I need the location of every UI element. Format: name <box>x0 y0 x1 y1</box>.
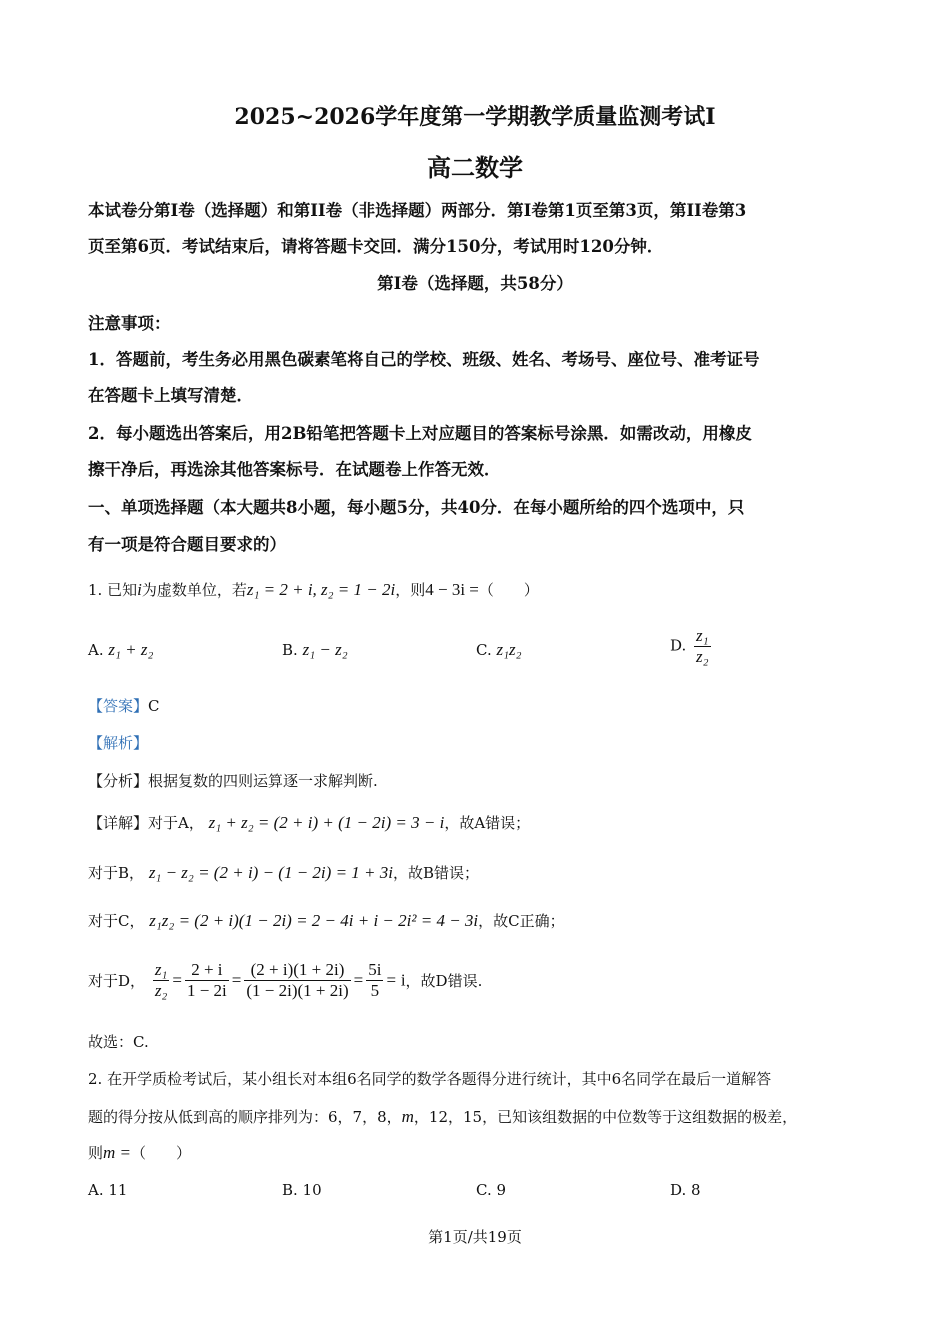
q1-blank: （ ） <box>478 581 539 599</box>
q1-option-d-label: D. <box>670 636 687 655</box>
detail-d-result: i <box>400 970 406 990</box>
q1-option-a <box>88 640 153 660</box>
intro-line-1: 本试卷分第I卷（选择题）和第II卷（非选择题）两部分．第I卷第1页至第3页，第II卷第3 <box>88 201 747 220</box>
q1-prefix: 1. 已知 <box>88 581 138 599</box>
detail-b-expr: z₁ − z₂ = (2 + i) − (1 − 2i) = 1 + 3i <box>148 863 393 882</box>
q1-mid-1: 为虚数单位，若 <box>141 581 247 599</box>
q1-option-a-label: A. <box>88 641 104 659</box>
q1-option-b-label: B. <box>282 641 298 659</box>
subject-title: 高二数学 <box>427 153 523 182</box>
detail-d-frac-4 <box>366 960 383 1001</box>
detail-d-eq-3: = <box>353 970 364 990</box>
detail-d-eq-4: = <box>386 970 397 990</box>
q1-option-d-den: z₂ <box>696 647 709 666</box>
detail-c-suffix: ，故C正确； <box>478 912 565 930</box>
q1-target: 4 − 3i = <box>425 580 479 599</box>
q1-detail-a <box>88 812 530 833</box>
q1-option-d-num: z₁ <box>696 626 709 645</box>
detail-d-eq-2: = <box>231 970 242 990</box>
note-1-line-1: 1．答题前，考生务必用黑色碳素笔将自己的学校、班级、姓名、考场号、座位号、准考证号 <box>88 350 760 369</box>
q1-detail-c <box>88 910 565 931</box>
detail-d-suffix: ，故D错误. <box>405 972 483 990</box>
q1-mid-2: ，则 <box>395 581 426 599</box>
detail-d-frac-1 <box>153 960 170 1001</box>
q1-option-b <box>282 640 348 660</box>
detail-b-prefix: 对于B， <box>88 864 145 882</box>
notes-title: 注意事项： <box>88 314 171 333</box>
q1-answer: C <box>148 697 160 715</box>
detail-a-prefix: 对于A， <box>148 814 204 832</box>
note-1-line-2: 在答题卡上填写清楚． <box>88 386 253 405</box>
q1-detail-d <box>88 960 482 1001</box>
part-title: 第I卷（选择题，共58分） <box>377 274 573 293</box>
q1-option-d <box>670 626 714 667</box>
q1-option-c-expr: z₁z₂ <box>496 640 522 659</box>
detail-d-frac-3-den: (1 − 2i)(1 + 2i) <box>246 981 349 1000</box>
q2-line-2 <box>88 1106 797 1127</box>
detail-a-expr: z₁ + z₂ = (2 + i) + (1 − 2i) = 3 − i <box>208 813 445 832</box>
fenxi-tag: 【分析】 <box>88 772 149 790</box>
detail-d-frac-2 <box>185 960 229 1001</box>
detail-d-frac-3 <box>244 960 350 1001</box>
q2-option-d: D. 8 <box>670 1181 701 1199</box>
q2-option-b: B. 10 <box>282 1181 322 1199</box>
q2-m: m <box>401 1107 414 1126</box>
q1-conclusion: 故选：C. <box>88 1033 149 1051</box>
q1-detail-b <box>88 862 479 883</box>
intro-line-2: 页至第6页．考试结束后，请将答题卡交回．满分150分，考试用时120分钟． <box>88 237 664 256</box>
q1-option-d-fraction <box>694 626 711 667</box>
q1-option-c-label: C. <box>476 641 492 659</box>
detail-b-suffix: ，故B错误； <box>392 864 480 882</box>
q1-fenxi <box>88 770 378 791</box>
q2-line-2-b: ，12，15，已知该组数据的中位数等于这组数据的极差， <box>413 1108 798 1126</box>
exam-title: 2025~2026学年度第一学期教学质量监测考试I <box>234 104 716 130</box>
q2-blank: （ ） <box>131 1144 192 1162</box>
detail-d-frac-1-num: z₁ <box>154 960 168 979</box>
detail-c-prefix: 对于C， <box>88 912 145 930</box>
section-1-line-1: 一、单项选择题（本大题共8小题，每小题5分，共40分．在每小题所给的四个选项中，只 <box>88 498 745 517</box>
detail-d-frac-2-den: 1 − 2i <box>186 981 227 1000</box>
q2-line-2-a: 题的得分按从低到高的顺序排列为：6，7，8， <box>88 1108 402 1126</box>
detail-d-eq-1: = <box>172 970 182 990</box>
q2-line-3 <box>88 1142 191 1163</box>
detail-d-frac-2-num: 2 + i <box>185 960 229 981</box>
analysis-tag: 【解析】 <box>88 734 149 752</box>
detail-d-frac-1-den: z₂ <box>154 981 168 1000</box>
q1-option-c <box>476 640 522 660</box>
note-2-line-1: 2．每小题选出答案后，用2B铅笔把答题卡上对应题目的答案标号涂黑．如需改动，用橡皮 <box>88 424 752 443</box>
detail-a-suffix: ，故A错误； <box>444 814 531 832</box>
q2-line-3-a: 则 <box>88 1144 104 1162</box>
detail-c-expr: z₁z₂ = (2 + i)(1 − 2i) = 2 − 4i + i − 2i² = 4 − 3i <box>149 911 479 930</box>
detail-d-frac-3-num: (2 + i)(1 + 2i) <box>244 960 350 981</box>
detail-d-frac-4-den: 5 <box>370 981 380 1000</box>
page-number: 第1页/共19页 <box>428 1228 522 1246</box>
q1-stem <box>88 579 539 600</box>
q1-condition: z₁ = 2 + i, z₂ = 1 − 2i <box>246 580 396 599</box>
detail-tag: 【详解】 <box>88 814 149 832</box>
detail-d-frac-4-num: 5i <box>368 960 382 979</box>
q1-answer-line <box>88 695 160 716</box>
q2-option-c: C. 9 <box>476 1181 507 1199</box>
q2-option-a: A. 11 <box>88 1181 128 1199</box>
detail-d-prefix: 对于D， <box>88 972 146 990</box>
fenxi-text: 根据复数的四则运算逐一求解判断. <box>148 772 378 790</box>
q1-option-b-expr: z₁ − z₂ <box>302 640 348 659</box>
q1-imag-unit: i <box>137 580 142 599</box>
q1-option-a-expr: z₁ + z₂ <box>108 640 154 659</box>
q2-line-1: 2. 在开学质检考试后，某小组长对本组6名同学的数学各题得分进行统计，其中6名同学在最后一道解答 <box>88 1070 772 1088</box>
note-2-line-2: 擦干净后，再选涂其他答案标号．在试题卷上作答无效． <box>88 460 501 479</box>
q2-m-eq: m = <box>103 1143 132 1162</box>
section-1-line-2: 有一项是符合题目要求的） <box>88 535 286 554</box>
answer-tag: 【答案】 <box>88 697 149 715</box>
